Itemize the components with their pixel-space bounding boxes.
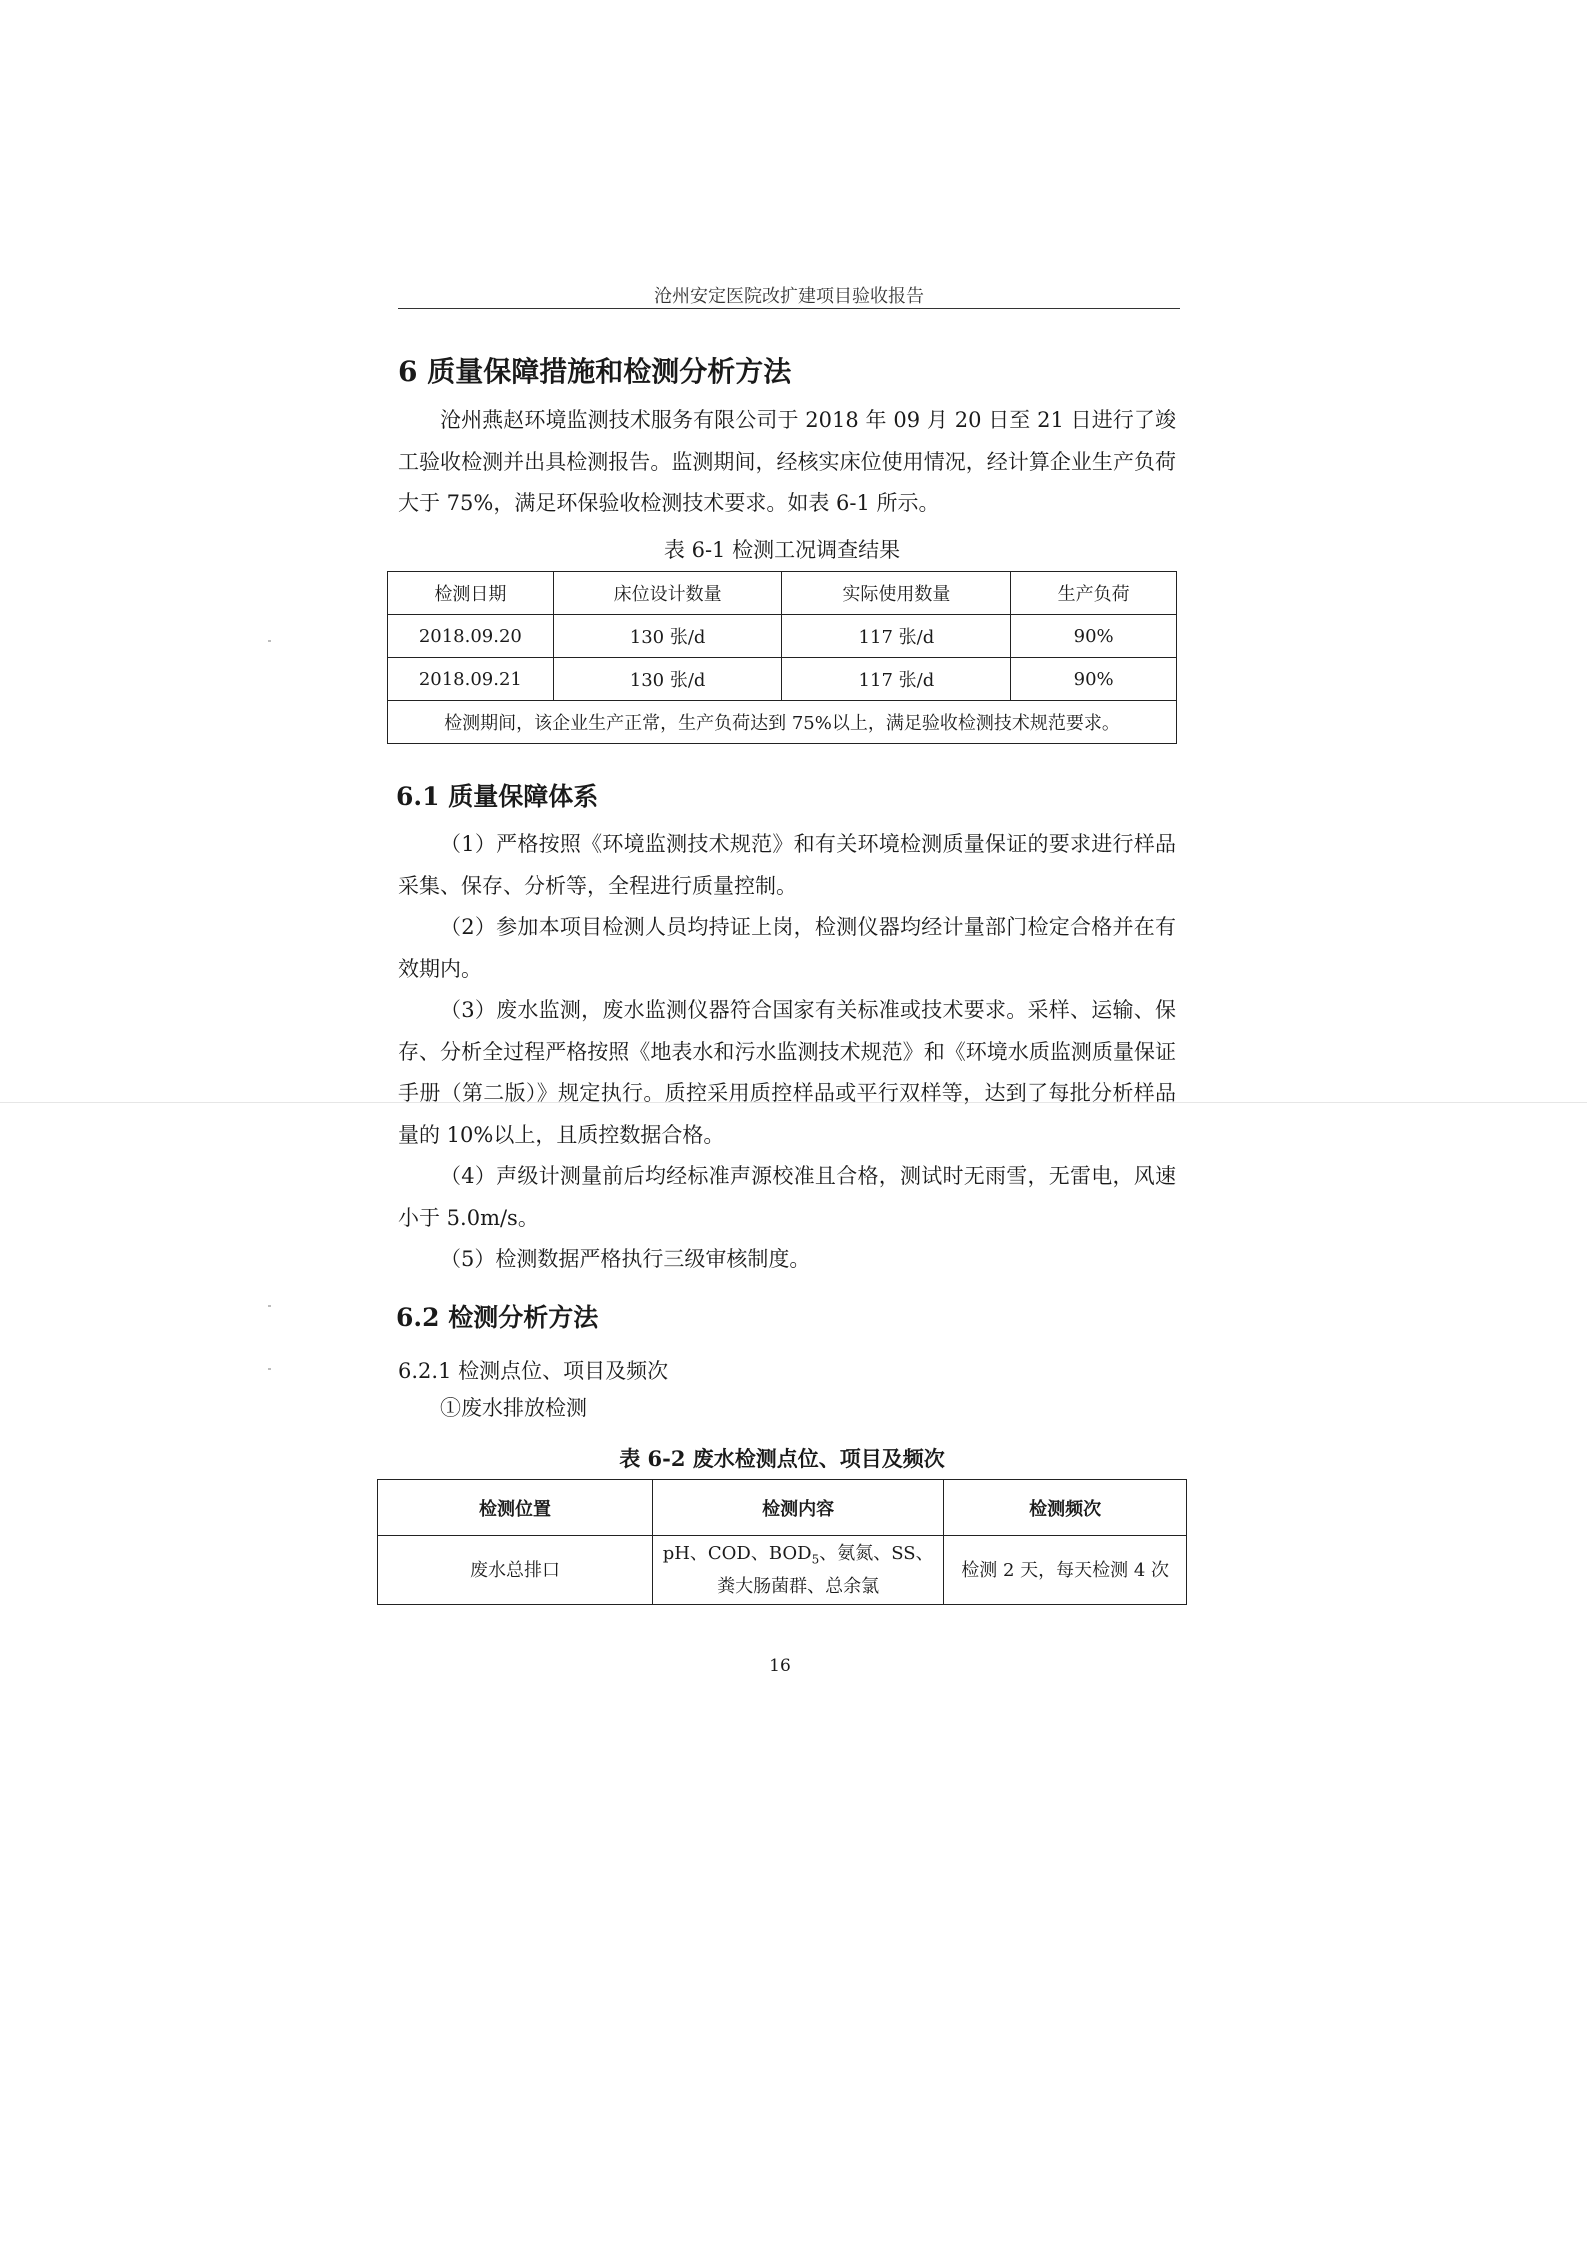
table-cell: 检测 2 天，每天检测 4 次 (944, 1536, 1187, 1605)
section-6-heading: 6 质量保障措施和检测分析方法 (398, 355, 792, 388)
table-note-row (388, 701, 1177, 744)
table-cell: 130 张/d (553, 658, 782, 701)
table-header-cell: 检测频次 (944, 1480, 1187, 1536)
table-cell: 90% (1011, 615, 1177, 658)
section-6-intro: 沧州燕赵环境监测技术服务有限公司于 2018 年 09 月 20 日至 21 日进行了竣工验收检测并出具检测报告。监测期间，经核实床位使用情况，经计算企业生产负荷大于 75%，满足环保验收检测技术要求。如表 6-1 所示。 (398, 408, 1176, 515)
quality-item-3: （3）废水监测，废水监测仪器符合国家有关标准或技术要求。采样、运输、保存、分析全过程严格按照《地表水和污水监测技术规范》和《环境水质监测质量保证手册（第二版）》规定执行。质控采用质控样品或平行双样等，达到了每批分析样品量的 10%以上，且质控数据合格。 (398, 998, 1176, 1147)
table-header-cell: 生产负荷 (1011, 572, 1177, 615)
scan-speck (268, 640, 271, 642)
table-header-cell: 检测内容 (653, 1480, 944, 1536)
section-6-2-heading: 6.2 检测分析方法 (396, 1303, 599, 1332)
quality-item-4: （4）声级计测量前后均经标准声源校准且合格，测试时无雨雪，无雷电，风速小于 5.0m/s。 (398, 1164, 1176, 1230)
section-6-2-1-heading: 6.2.1 检测点位、项目及频次 (398, 1359, 669, 1383)
content-line-1a: pH、COD、BOD (662, 1542, 812, 1564)
table-6-2 (377, 1479, 1187, 1605)
table-6-2-caption: 表 6-2 废水检测点位、项目及频次 (619, 1446, 945, 1471)
table-cell: 2018.09.20 (388, 615, 554, 658)
table-row (388, 615, 1177, 658)
table-header-cell: 实际使用数量 (782, 572, 1011, 615)
running-header: 沧州安定医院改扩建项目验收报告 (654, 286, 924, 307)
table-row (388, 658, 1177, 701)
table-header-row (378, 1480, 1187, 1536)
table-row (378, 1536, 1187, 1605)
table-header-cell: 检测位置 (378, 1480, 653, 1536)
scan-speck (268, 1368, 271, 1370)
table-header-cell: 床位设计数量 (553, 572, 782, 615)
table-cell: 117 张/d (782, 615, 1011, 658)
table-cell: 2018.09.21 (388, 658, 554, 701)
table-header-row (388, 572, 1177, 615)
scan-speck (268, 1305, 271, 1307)
page-number: 16 (769, 1656, 791, 1676)
wastewater-subitem: ①废水排放检测 (440, 1396, 587, 1420)
content-line-1b: 、氨氮、SS、 (819, 1542, 934, 1564)
content-line-2: 粪大肠菌群、总余氯 (717, 1576, 880, 1598)
table-header-cell: 检测日期 (388, 572, 554, 615)
table-cell: 117 张/d (782, 658, 1011, 701)
quality-item-1: （1）严格按照《环境监测技术规范》和有关环境检测质量保证的要求进行样品采集、保存、分析等，全程进行质量控制。 (398, 832, 1176, 898)
table-note: 检测期间，该企业生产正常，生产负荷达到 75%以上，满足验收检测技术规范要求。 (388, 701, 1177, 744)
table-6-1 (387, 571, 1177, 744)
quality-item-5: （5）检测数据严格执行三级审核制度。 (440, 1247, 811, 1271)
table-cell (653, 1536, 944, 1605)
content-subscript: 5 (811, 1552, 820, 1567)
table-cell: 130 张/d (553, 615, 782, 658)
section-6-1-heading: 6.1 质量保障体系 (396, 782, 599, 811)
table-cell: 90% (1011, 658, 1177, 701)
quality-item-2: （2）参加本项目检测人员均持证上岗，检测仪器均经计量部门检定合格并在有效期内。 (398, 915, 1176, 981)
table-6-1-caption: 表 6-1 检测工况调查结果 (663, 538, 901, 562)
header-rule (398, 308, 1180, 309)
table-cell: 废水总排口 (378, 1536, 653, 1605)
